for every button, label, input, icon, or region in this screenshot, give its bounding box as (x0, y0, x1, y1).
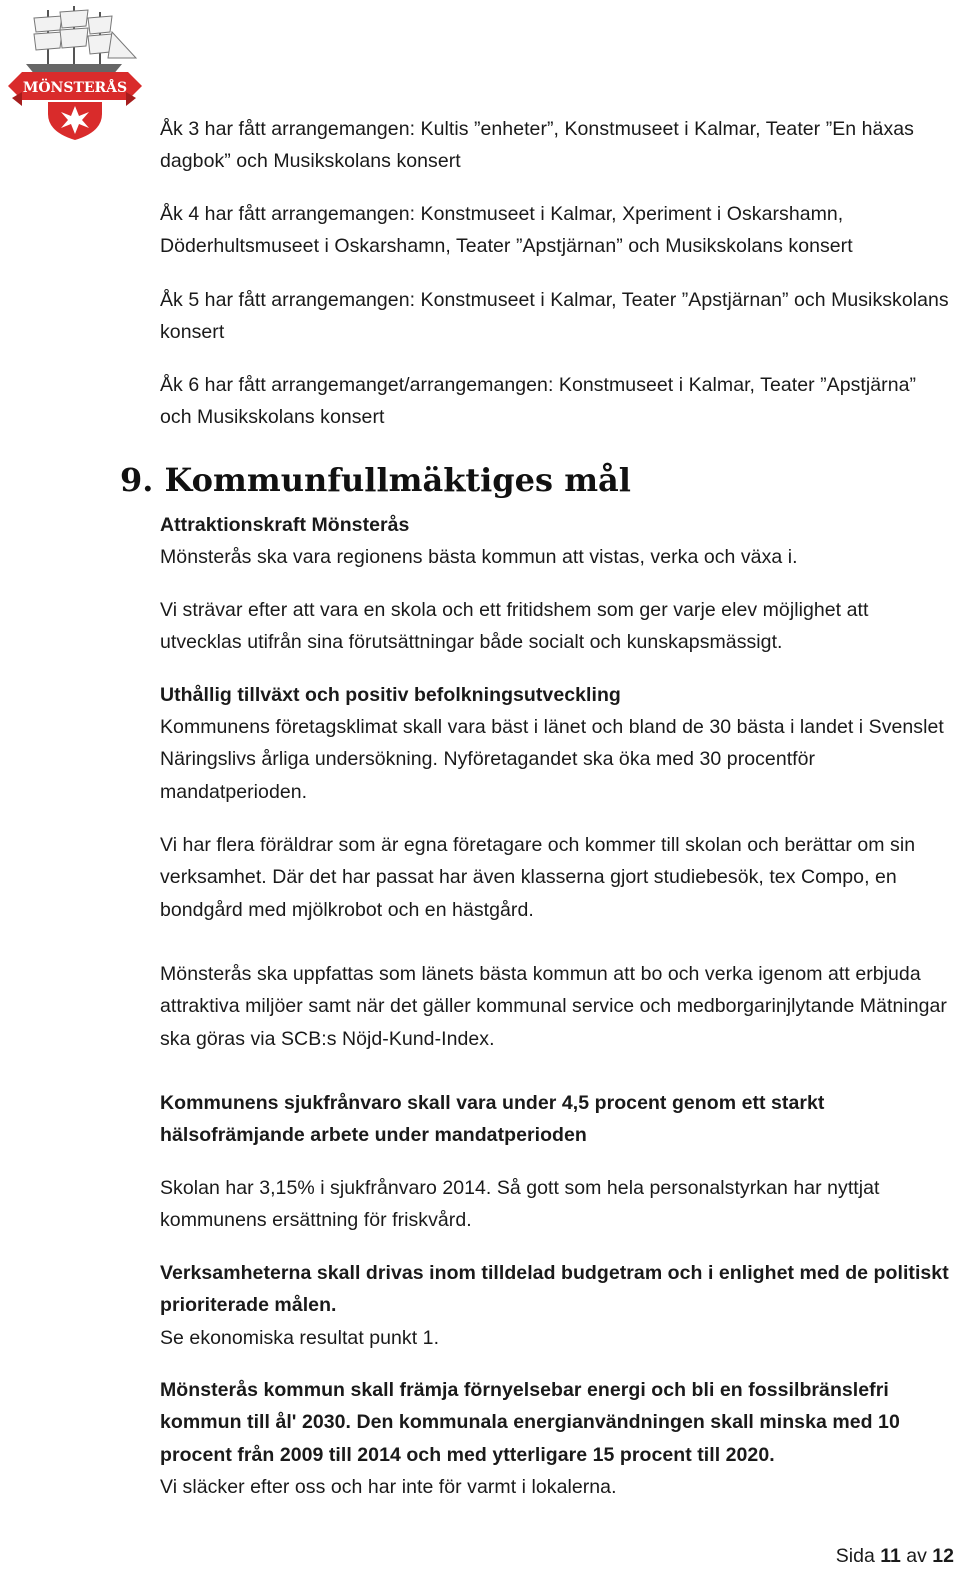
growth-text: Kommunens företagsklimat skall vara bäst i länet och bland de 30 bästa i landet i Svenslet Näringslivs årliga undersökning. Nyföretagandet ska öka med 30 procentför mandatperioden. (160, 716, 944, 803)
municipality-logo (4, 2, 144, 142)
paragraph-ak5: Åk 5 har fått arrangemangen: Konstmuseet i Kalmar, Teater ”Apstjärnan” och Musikskolans konsert (160, 289, 949, 344)
sick-leave-title: Kommunens sjukfrånvaro skall vara under 4,5 procent genom ett starkt hälsofrämjande arbete under mandatperioden (160, 1092, 825, 1147)
footer-page-number: 11 (880, 1545, 901, 1567)
energy-response: Vi släcker efter oss och har inte för varmt i lokalerna. (160, 1476, 617, 1498)
growth-title: Uthållig tillväxt och positiv befolkningsutveckling (160, 684, 621, 706)
ship-shield-icon (4, 2, 144, 142)
energy-title: Mönsterås kommun skall främja förnyelsebar energi och bli en fossilbränslefri kommun till ål' 2030. Den kommunala energianvändningen skall minska med 10 procent från 2009 till 2014 och med ytterligare 15 procent till 2020. (160, 1379, 900, 1466)
attraction-response: Vi strävar efter att vara en skola och ett fritidshem som ger varje elev möjlighet att utvecklas utifrån sina förutsättningar både socialt och kunskapsmässigt. (160, 599, 869, 654)
page-footer (836, 1543, 954, 1569)
paragraph-ak3: Åk 3 har fått arrangemangen: Kultis ”enheter”, Konstmuseet i Kalmar, Teater ”En häxas dagbok” och Musikskolans konsert (160, 118, 914, 173)
paragraph-ak6: Åk 6 har fått arrangemanget/arrangemangen: Konstmuseet i Kalmar, Teater ”Apstjärna” och Musikskolans konsert (160, 374, 917, 429)
footer-middle: av (906, 1545, 927, 1567)
budget-title: Verksamheterna skall drivas inom tilldelad budgetram och i enlighet med de politiskt prioriterade målen. (160, 1262, 949, 1317)
paragraph-ak4: Åk 4 har fått arrangemangen: Konstmuseet i Kalmar, Xperiment i Oskarshamn, Döderhultsmuseet i Oskarshamn, Teater ”Apstjärnan” och Musikskolans konsert (160, 203, 853, 258)
attraction-text: Mönsterås ska vara regionens bästa kommun att vistas, verka och växa i. (160, 546, 798, 568)
footer-prefix: Sida (835, 1545, 875, 1567)
section-heading: 9. Kommunfullmäktiges mål (120, 461, 631, 499)
logo-text: MÖNSTERÅS (22, 80, 128, 96)
budget-response: Se ekonomiska resultat punkt 1. (160, 1327, 440, 1349)
footer-page-total: 12 (932, 1545, 954, 1567)
service-text: Mönsterås ska uppfattas som länets bästa kommun att bo och verka igenom att erbjuda attraktiva miljöer samt när det gäller kommunal service och medborgarinjlytande Mätningar ska göras via SCB:s Nöjd-Kund-Index. (160, 963, 947, 1050)
growth-response: Vi har flera föräldrar som är egna företagare och kommer till skolan och berättar om sin verksamhet. Där det har passat har även klasserna gjort studiebesök, tex Compo, en bondgård med mjölkrobot och en hästgård. (160, 834, 916, 921)
attraction-title: Attraktionskraft Mönsterås (160, 514, 410, 536)
sick-leave-response: Skolan har 3,15% i sjukfrånvaro 2014. Så gott som hela personalstyrkan har nyttjat kommunens ersättning för friskvård. (160, 1177, 880, 1232)
